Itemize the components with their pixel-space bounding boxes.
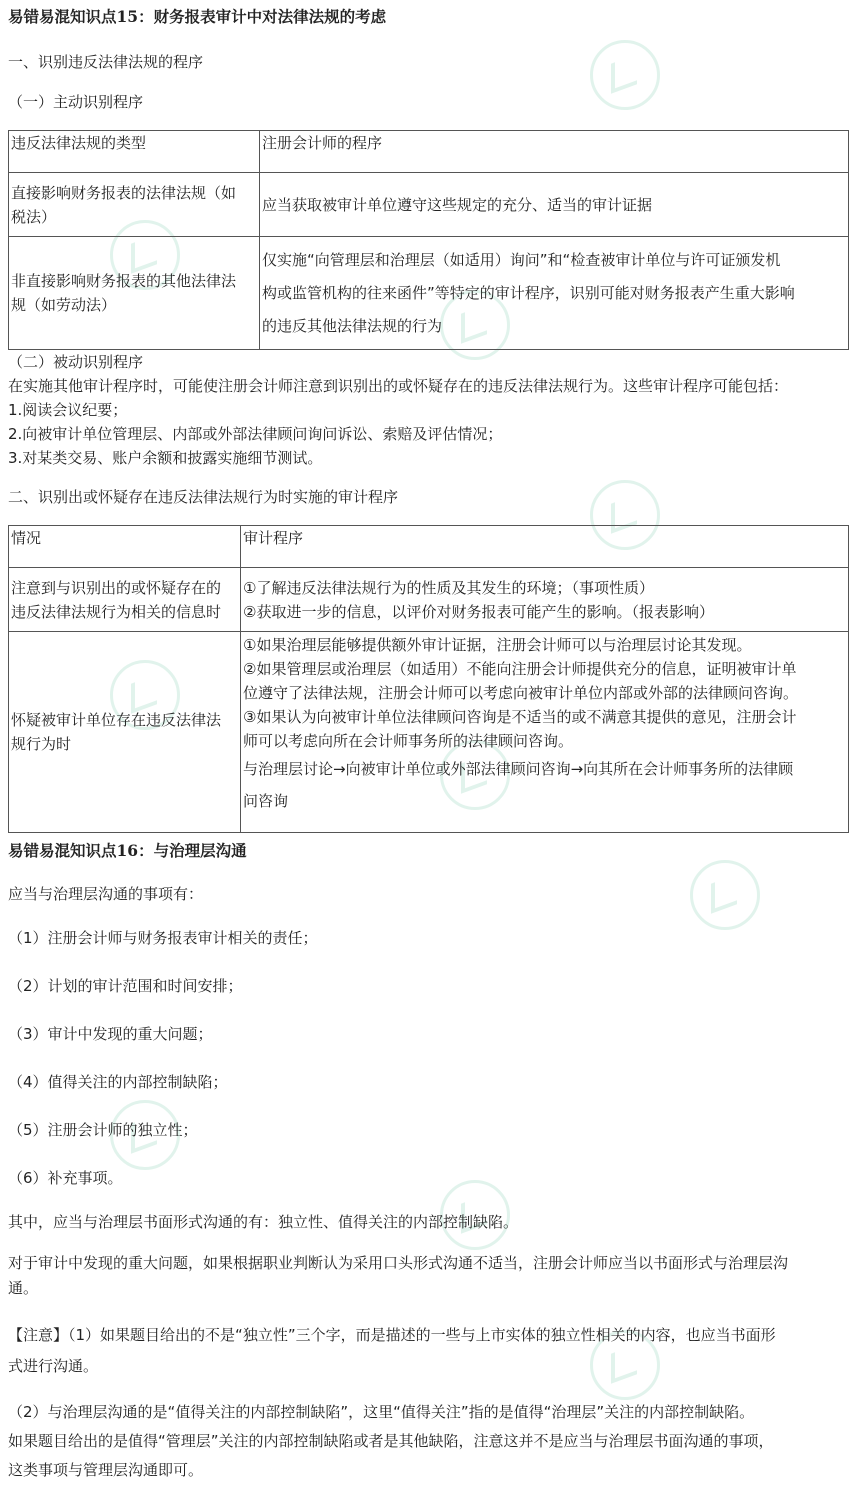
list-item: （2）计划的审计范围和时间安排；: [8, 977, 243, 995]
section16-title: 易错易混知识点16：与治理层沟通: [8, 841, 247, 860]
table-header-cell: 注册会计师的程序: [260, 131, 849, 173]
table-row: [9, 568, 849, 632]
table-violation-types: [8, 130, 849, 350]
table-row: [9, 237, 849, 350]
table-cell: 仅实施“向管理层和治理层（如适用）询问”和“检查被审计单位与许可证颁发机 构或监管机构的往来函件”等特定的审计程序，识别可能对财务报表产生重大影响 的违反其他法律法规的行为: [260, 237, 849, 350]
list-item: 2.向被审计单位管理层、内部或外部法律顾问询问诉讼、索赔及评估情况；: [8, 425, 503, 443]
table-header-cell: 情况: [9, 526, 241, 568]
sub2-intro: 在实施其他审计程序时，可能使注册会计师注意到识别出的或怀疑存在的违反法律法规行为。这些审计程序可能包括：: [8, 377, 789, 395]
table-header-row: [9, 526, 849, 568]
list-item: （4）值得关注的内部控制缺陷；: [8, 1073, 228, 1091]
list-item: 3.对某类交易、账户余额和披露实施细节测试。: [8, 449, 323, 467]
table-suspected-violations: [8, 525, 849, 833]
note-paragraph: （2）与治理层沟通的是“值得关注的内部控制缺陷”，这里“值得关注”指的是值得“治理层”关注的内部控制缺陷。: [8, 1403, 755, 1421]
list-item: 1.阅读会议纪要；: [8, 401, 128, 419]
table-header-cell: 违反法律法规的类型: [9, 131, 260, 173]
table-row: [9, 632, 849, 833]
list-item: （3）审计中发现的重大问题；: [8, 1025, 213, 1043]
note-paragraph: 【注意】（1）如果题目给出的不是“独立性”三个字，而是描述的一些与上市实体的独立性相关的内容，也应当书面形: [8, 1326, 776, 1344]
table-cell: 直接影响财务报表的法律法规（如 税法）: [9, 173, 260, 237]
table-cell: ①如果治理层能够提供额外审计证据，注册会计师可以与治理层讨论其发现。 ②如果管理层或治理层（如适用）不能向注册会计师提供充分的信息，证明被审计单 位遵守了法律法规，注册会计师可以考虑向被审计单位内部或外部的法律顾问咨询。 ③如果认为向被审计单位法律顾问咨询是不适当的或不满意其提供的意见，注册会计 师可以考虑向所在会计师事务所的法律顾问咨询。 与治理层讨论→向被审计单位或外部法律顾问咨询→向其所在会计师事务所的法律顾 问咨询: [241, 632, 849, 833]
table-cell: 注意到与识别出的或怀疑存在的 违反法律法规行为相关的信息时: [9, 568, 241, 632]
part1-title: 一、识别违反法律法规的程序: [8, 53, 204, 71]
table-cell: 应当获取被审计单位遵守这些规定的充分、适当的审计证据: [260, 173, 849, 237]
sub2-title: （二）被动识别程序: [8, 353, 144, 371]
paragraph: 对于审计中发现的重大问题，如果根据职业判断认为采用口头形式沟通不适当，注册会计师应当以书面形式与治理层沟: [8, 1254, 789, 1272]
table-header-cell: 审计程序: [241, 526, 849, 568]
table-row: [9, 173, 849, 237]
table-cell: 非直接影响财务报表的其他法律法 规（如劳动法）: [9, 237, 260, 350]
list-item: （1）注册会计师与财务报表审计相关的责任；: [8, 929, 318, 947]
section15-title: 易错易混知识点15：财务报表审计中对法律法规的考虑: [8, 7, 387, 26]
note-paragraph: 式进行沟通。: [8, 1357, 99, 1375]
watermark-logo-icon: [590, 40, 660, 110]
list-item: （6）补充事项。: [8, 1169, 123, 1187]
note-paragraph: 如果题目给出的是值得“管理层”关注的内部控制缺陷或者是其他缺陷，注意这并不是应当与治理层书面沟通的事项，: [8, 1432, 774, 1450]
table-cell: ①了解违反法律法规行为的性质及其发生的环境；（事项性质） ②获取进一步的信息，以评价对财务报表可能产生的影响。（报表影响）: [241, 568, 849, 632]
watermark-logo-icon: [690, 860, 760, 930]
part2-title: 二、识别出或怀疑存在违反法律法规行为时实施的审计程序: [8, 488, 399, 506]
paragraph: 其中，应当与治理层书面形式沟通的有：独立性、值得关注的内部控制缺陷。: [8, 1213, 519, 1231]
table-header-row: [9, 131, 849, 173]
sub1-title: （一）主动识别程序: [8, 93, 144, 111]
table-cell: 怀疑被审计单位存在违反法律法 规行为时: [9, 632, 241, 833]
section16-intro: 应当与治理层沟通的事项有：: [8, 885, 204, 903]
note-paragraph: 这类事项与管理层沟通即可。: [8, 1461, 204, 1479]
paragraph: 通。: [8, 1279, 39, 1297]
list-item: （5）注册会计师的独立性；: [8, 1121, 198, 1139]
